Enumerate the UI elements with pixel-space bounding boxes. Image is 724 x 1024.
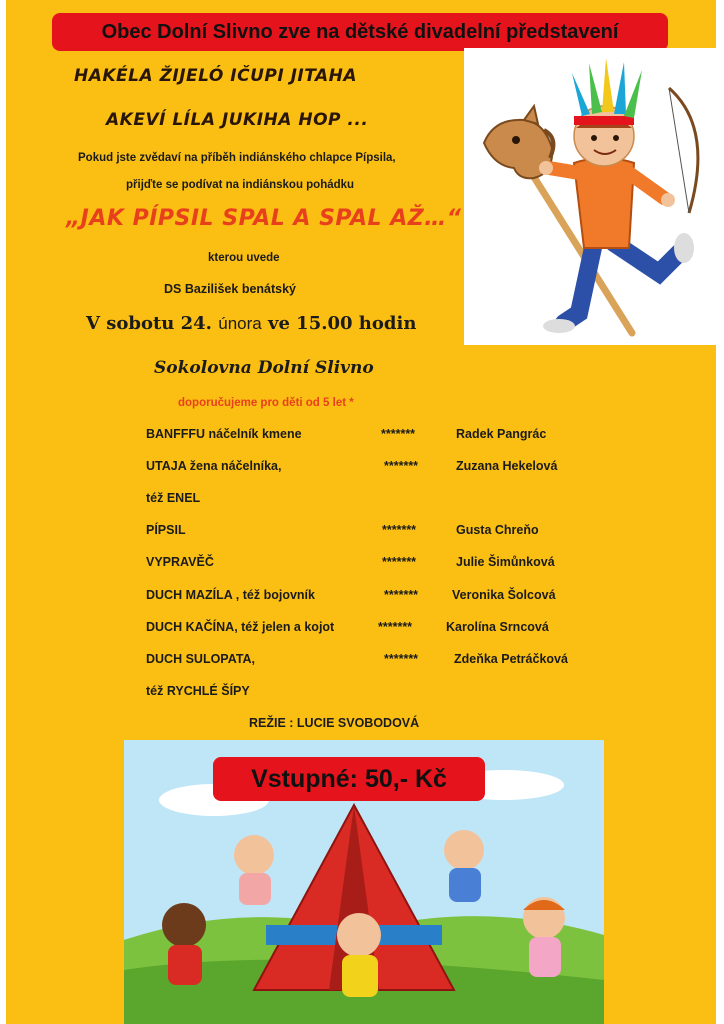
play-title: „JAK PÍPSIL SPAL A SPAL AŽ…“	[66, 206, 462, 231]
cast-stars: *******	[384, 588, 419, 602]
cast-role: DUCH KAČÍNA, též jelen a kojot	[146, 620, 335, 634]
venue: Sokolovna Dolní Slivno	[154, 358, 374, 378]
cast-role: DUCH MAZÍLA , též bojovník	[146, 588, 315, 602]
cast-actor: Karolína Srncová	[446, 620, 549, 634]
intro-text-1: Pokud jste zvědaví na příběh indiánského chlapce Pípsila,	[78, 152, 396, 164]
cast-stars: *******	[381, 427, 416, 441]
boy-illustration	[464, 48, 716, 345]
date-suffix: ve 15.00 hodin	[268, 313, 417, 334]
cast-stars: *******	[382, 555, 417, 569]
cast-role: PÍPSIL	[146, 523, 186, 537]
boy-with-hobby-horse-image	[464, 48, 716, 345]
cast-role: UTAJA žena náčelníka,	[146, 459, 282, 473]
cast-role: VYPRAVĚČ	[146, 555, 214, 569]
cast-role: BANFFFU náčelník kmene	[146, 427, 302, 441]
cast-actor: Veronika Šolcová	[452, 588, 556, 602]
cast-actor: Gusta Chreňo	[456, 523, 539, 537]
event-date	[86, 313, 416, 334]
intro-line-2: AKEVÍ LÍLA JUKIHA HOP ...	[106, 110, 369, 130]
theatre-company: DS Bazilišek benátský	[164, 282, 297, 296]
cast-stars: *******	[378, 620, 413, 634]
poster	[6, 0, 716, 1024]
cast-role: též RYCHLÉ ŠÍPY	[146, 684, 250, 698]
cast-actor: Zuzana Hekelová	[456, 459, 558, 473]
cast-role: DUCH SULOPATA,	[146, 652, 256, 666]
date-prefix: V sobotu 24.	[86, 313, 212, 334]
cast-stars: *******	[384, 652, 419, 666]
admission-price-badge: Vstupné: 50,- Kč	[213, 757, 485, 801]
date-month: února	[218, 314, 262, 333]
director: REŽIE : LUCIE SVOBODOVÁ	[249, 716, 420, 730]
presented-by: kterou uvede	[208, 252, 280, 264]
age-recommendation: doporučujeme pro děti od 5 let *	[178, 397, 354, 409]
cast-actor: Julie Šimůnková	[456, 555, 555, 569]
header-banner: Obec Dolní Slivno zve na dětské divadelní představení	[52, 13, 668, 51]
cast-stars: *******	[382, 523, 417, 537]
intro-text-2: přijďte se podívat na indiánskou pohádku	[126, 179, 355, 191]
cast-stars: *******	[384, 459, 419, 473]
cast-actor: Zdeňka Petráčková	[454, 652, 568, 666]
cast-actor: Radek Pangrác	[456, 427, 547, 441]
intro-line-1: HAKÉLA ŽIJELÓ IČUPI JITAHA	[74, 66, 358, 86]
cast-role: též ENEL	[146, 491, 201, 505]
